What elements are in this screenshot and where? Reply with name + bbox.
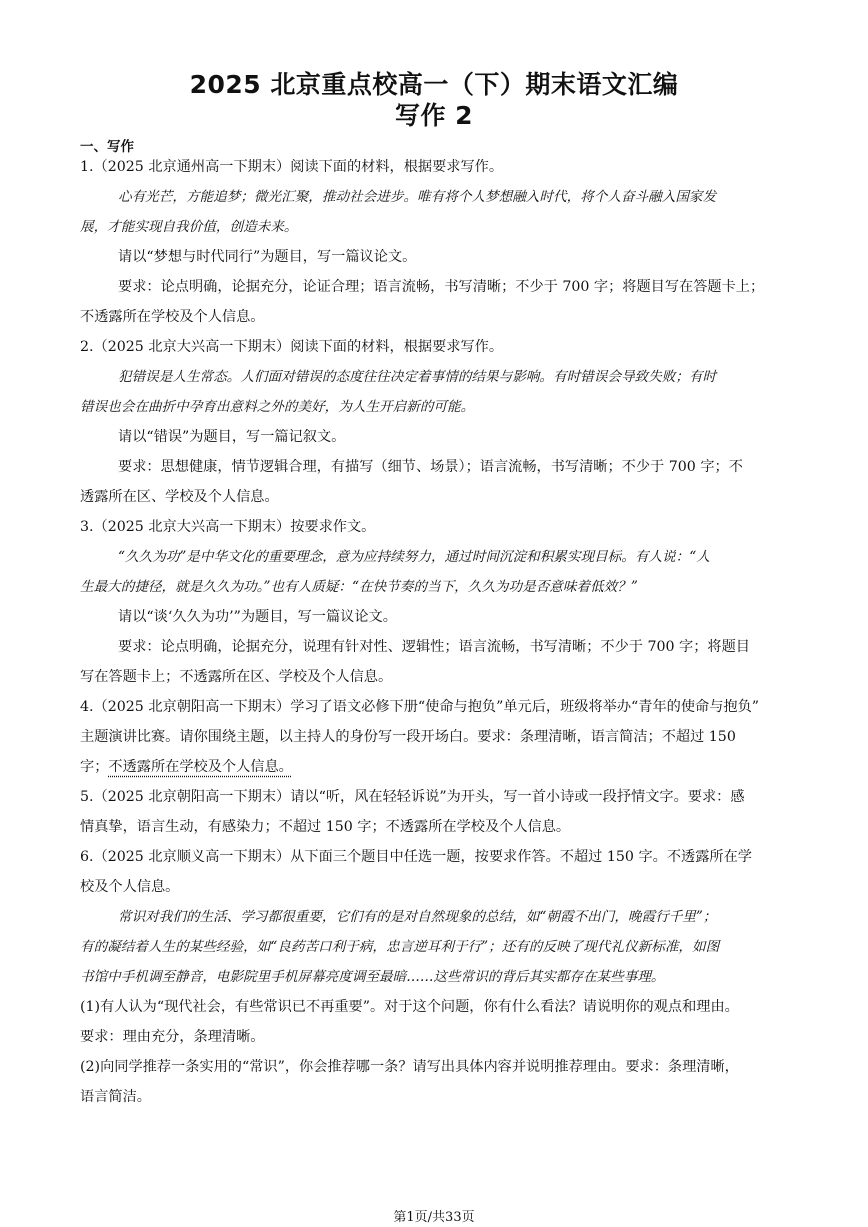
q6-subquestion-2: (2)向同学推荐一条实用的“常识”，你会推荐哪一条？请写出具体内容并说明推荐理由。要求：条理清晰， [80,1059,739,1075]
q3-prompt: 请以“谈‘久久为功’”为题目，写一篇议论文。 [118,609,397,625]
q4-stem: 主题演讲比赛。请你围绕主题，以主持人的身份写一段开场白。要求：条理清晰，语言简洁；不超过 150 [80,729,736,745]
q4-stem: 4.（2025 北京朝阳高一下期末）学习了语文必修下册“使命与抱负”单元后，班级将举办“青年的使命与抱负” [80,699,760,715]
q2-stem: 2.（2025 北京大兴高一下期末）阅读下面的材料，根据要求写作。 [80,339,504,355]
q1-material: 展，才能实现自我价值，创造未来。 [80,219,298,235]
q2-material: 错误也会在曲折中孕育出意料之外的美好，为人生开启新的可能。 [80,399,475,415]
q6-material: 有的凝结着人生的某些经验，如“良药苦口利于病，忠言逆耳利于行”；还有的反映了现代礼仪新标准，如图 [80,939,720,955]
q2-prompt: 请以“错误”为题目，写一篇记叙文。 [118,429,346,445]
q1-prompt: 请以“梦想与时代同行”为题目，写一篇议论文。 [118,249,417,265]
q6-stem: 校及个人信息。 [80,879,180,895]
q6-material: 常识对我们的生活、学习都很重要，它们有的是对自然现象的总结，如“朝霞不出门，晚霞行千里”； [118,909,717,925]
section-heading: 一、写作 [80,139,134,155]
q6-subquestion-1: (1)有人认为“现代社会，有些常识已不再重要”。对于这个问题，你有什么看法？请说明你的观点和理由。 [80,999,739,1015]
q6-subquestion-1: 要求：理由充分，条理清晰。 [80,1029,265,1045]
q3-requirement: 写在答题卡上；不透露所在区、学校及个人信息。 [80,669,393,685]
q3-material: “久久为功”是中华文化的重要理念，意为应持续努力，通过时间沉淀和积累实现目标。有人说：“人 [118,549,710,565]
q5-stem: 5.（2025 北京朝阳高一下期末）请以“听，风在轻轻诉说”为开头，写一首小诗或一段抒情文字。要求：感 [80,789,745,805]
q6-material: 书馆中手机调至静音，电影院里手机屏幕亮度调至最暗……这些常识的背后其实都存在某些事理。 [80,969,665,985]
q4-text: 字； [80,759,109,775]
q4-emphasis-text: 不透露所在学校及个人信息。 [108,759,293,775]
q5-stem: 情真挚，语言生动，有感染力；不超过 150 字；不透露所在学校及个人信息。 [80,819,571,835]
q3-material: 生最大的捷径，就是久久为功。”也有人质疑：“在快节奏的当下，久久为功是否意味着低效？” [80,579,638,595]
q3-requirement: 要求：论点明确，论据充分，说理有针对性、逻辑性；语言流畅，书写清晰；不少于 700 字；将题目 [118,639,750,655]
q2-material: 犯错误是人生常态。人们面对错误的态度往往决定着事情的结果与影响。有时错误会导致失败；有时 [118,369,717,385]
q2-requirement: 透露所在区、学校及个人信息。 [80,489,279,505]
q4-stem [80,752,792,782]
q1-requirement: 不透露所在学校及个人信息。 [80,309,265,325]
q2-requirement: 要求：思想健康，情节逻辑合理，有描写（细节、场景）；语言流畅，书写清晰；不少于 700 字；不 [118,459,743,475]
q1-material: 心有光芒，方能追梦；微光汇聚，推动社会进步。唯有将个人梦想融入时代，将个人奋斗融入国家发 [118,189,717,205]
q1-stem: 1.（2025 北京通州高一下期末）阅读下面的材料，根据要求写作。 [80,159,504,175]
q1-requirement: 要求：论点明确，论据充分，论证合理；语言流畅，书写清晰；不少于 700 字；将题目写在答题卡上； [118,279,765,295]
q6-subquestion-2: 语言简洁。 [80,1089,151,1105]
q3-stem: 3.（2025 北京大兴高一下期末）按要求作文。 [80,519,376,535]
page-number: 第1页/共33页 [393,1210,475,1225]
q6-stem: 6.（2025 北京顺义高一下期末）从下面三个题目中任选一题，按要求作答。不超过 150 字。不透露所在学 [80,849,752,865]
document-subtitle: 写作 2 [394,101,474,130]
document-title: 2025 北京重点校高一（下）期末语文汇编 [189,70,679,99]
question-list [80,152,792,1112]
